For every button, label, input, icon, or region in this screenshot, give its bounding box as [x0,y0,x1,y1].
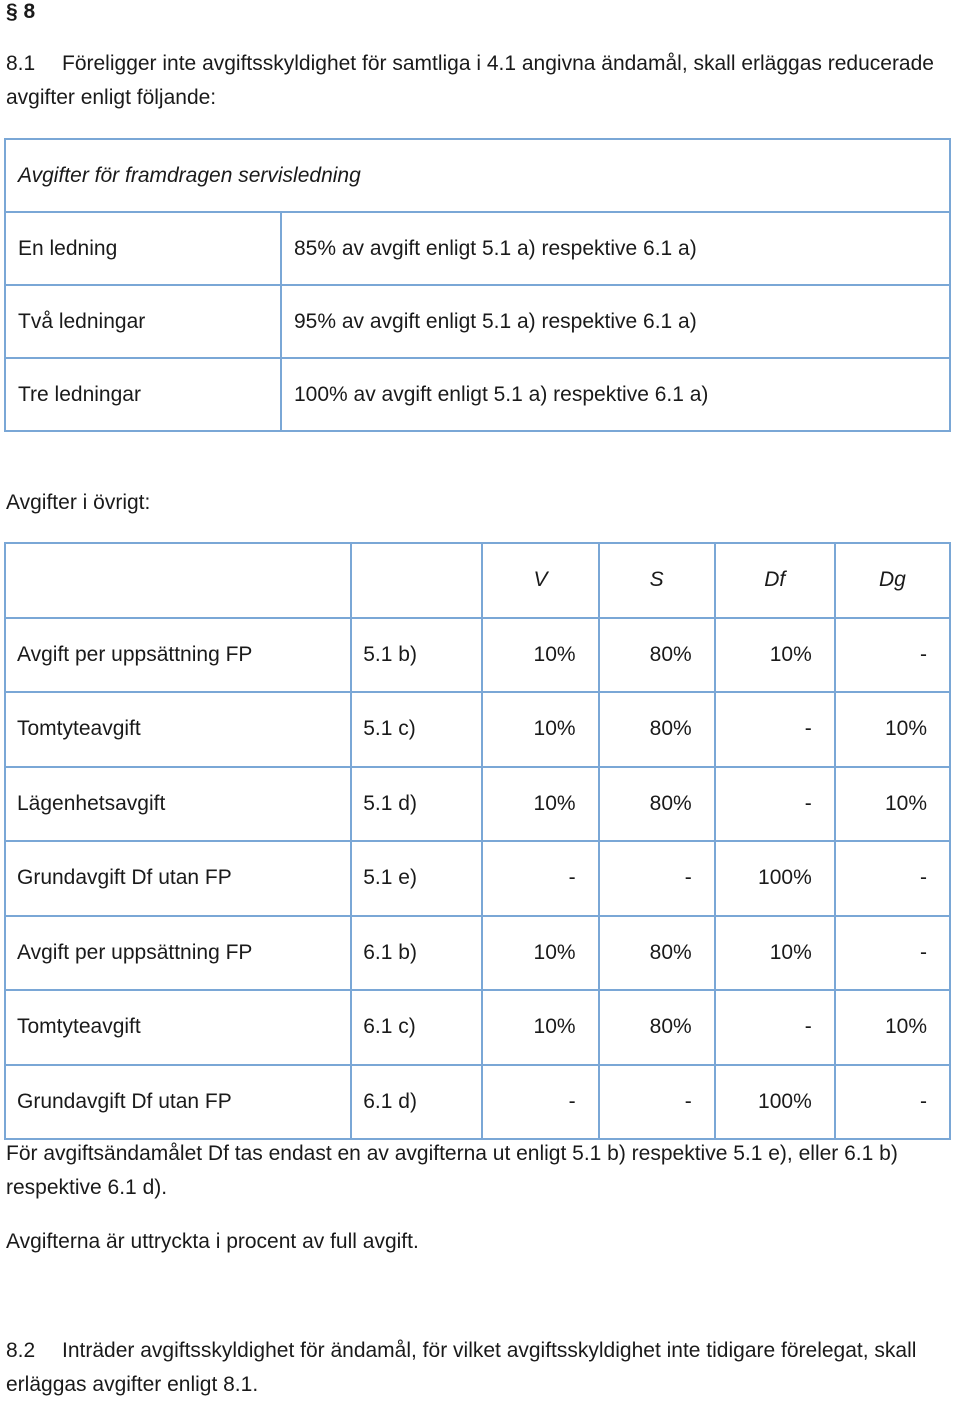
column-header-df: Df [715,543,835,618]
column-header-s: S [599,543,715,618]
value-v: - [482,1065,598,1140]
other-fees-label: Avgifter i övrigt: [6,491,151,514]
fee-name: Avgift per uppsättning FP [5,916,351,991]
value-s: 80% [599,618,715,693]
value-s: 80% [599,916,715,991]
table-row [5,285,950,358]
column-header-v: V [482,543,598,618]
value-s: 80% [599,990,715,1065]
table-header-row [5,543,950,618]
reference: 6.1 b) [351,916,482,991]
value-v: 10% [482,618,598,693]
value-v: 10% [482,916,598,991]
value-dg: 10% [835,692,950,767]
paragraph-text: Föreligger inte avgiftsskyldighet för samtliga i 4.1 angivna ändamål, skall erläggas reducerade avgifter enligt följande: [6,52,934,109]
value-df: 10% [715,916,835,991]
other-fees-table [4,542,951,1140]
value-dg: - [835,618,950,693]
row-label: Tre ledningar [5,358,281,431]
value-dg: - [835,1065,950,1140]
table-header-row [5,139,950,212]
column-header [351,543,482,618]
paragraph-8-1 [6,47,960,115]
reference: 6.1 d) [351,1065,482,1140]
table-row [5,358,950,431]
value-v: 10% [482,767,598,842]
value-s: - [599,841,715,916]
fee-name: Tomtyteavgift [5,692,351,767]
row-value: 85% av avgift enligt 5.1 a) respektive 6.1 a) [281,212,950,285]
value-df: - [715,692,835,767]
table-row [5,767,950,842]
value-v: 10% [482,990,598,1065]
section-title: § 8 [6,0,36,23]
value-dg: 10% [835,990,950,1065]
table-row [5,1065,950,1140]
reference: 5.1 d) [351,767,482,842]
paragraph-text: Inträder avgiftsskyldighet för ändamål, för vilket avgiftsskyldighet inte tidigare förelegat, skall erläggas avgifter enligt 8.1. [6,1339,917,1396]
fee-name: Grundavgift Df utan FP [5,841,351,916]
value-df: 100% [715,841,835,916]
note-df: För avgiftsändamålet Df tas endast en av avgifterna ut enligt 5.1 b) respektive 5.1 e), eller 6.1 b) respektive 6.1 d). [6,1142,898,1199]
value-df: 10% [715,618,835,693]
reference: 5.1 c) [351,692,482,767]
paragraph-number: 8.1 [6,52,36,75]
fee-name: Tomtyteavgift [5,990,351,1065]
servisledning-fee-table [4,138,951,432]
note-percent: Avgifterna är uttryckta i procent av full avgift. [6,1230,419,1253]
fee-name: Avgift per uppsättning FP [5,618,351,693]
paragraph-8-2 [6,1334,960,1402]
table-row [5,212,950,285]
value-s: 80% [599,767,715,842]
reference: 6.1 c) [351,990,482,1065]
row-label: En ledning [5,212,281,285]
table-row [5,841,950,916]
value-df: - [715,990,835,1065]
table-row [5,990,950,1065]
row-value: 100% av avgift enligt 5.1 a) respektive 6.1 a) [281,358,950,431]
fee-name: Lägenhetsavgift [5,767,351,842]
value-s: 80% [599,692,715,767]
table-row [5,916,950,991]
column-header-dg: Dg [835,543,950,618]
paragraph-number: 8.2 [6,1339,36,1362]
table-row [5,692,950,767]
value-dg: 10% [835,767,950,842]
reference: 5.1 e) [351,841,482,916]
row-value: 95% av avgift enligt 5.1 a) respektive 6.1 a) [281,285,950,358]
value-dg: - [835,916,950,991]
table-header-cell: Avgifter för framdragen servisledning [5,139,950,212]
row-label: Två ledningar [5,285,281,358]
value-v: 10% [482,692,598,767]
value-s: - [599,1065,715,1140]
value-v: - [482,841,598,916]
table-row [5,618,950,693]
reference: 5.1 b) [351,618,482,693]
fee-name: Grundavgift Df utan FP [5,1065,351,1140]
value-df: - [715,767,835,842]
column-header [5,543,351,618]
value-dg: - [835,841,950,916]
value-df: 100% [715,1065,835,1140]
